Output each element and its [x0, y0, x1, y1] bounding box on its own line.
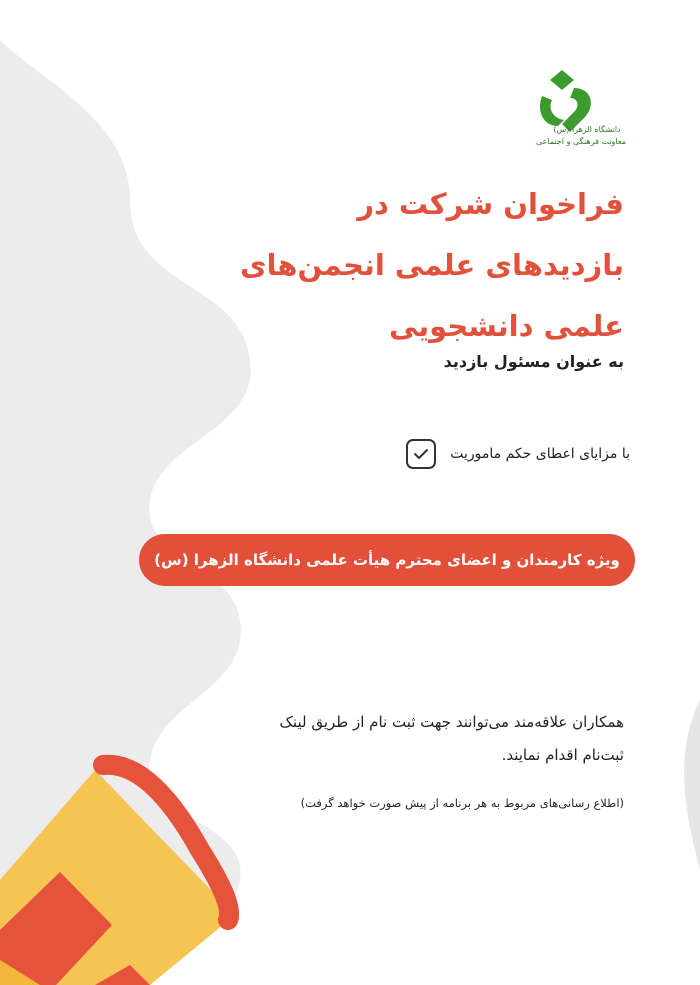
logo-line-department: معاونت فرهنگی و اجتماعی	[535, 137, 626, 146]
body-text	[164, 706, 624, 772]
audience-banner: ویژه کارمندان و اعضای محترم هیأت علمی دانشگاه الزهرا (س)	[139, 534, 635, 586]
title-line-2: بازدیدهای علمی انجمن‌های	[239, 248, 624, 282]
body-line-2: ثبت‌نام اقدام نمایند.	[501, 746, 624, 764]
title-line-1: فراخوان شرکت در	[357, 187, 624, 221]
subtitle: به عنوان مسئول بازدید	[443, 352, 624, 371]
checkbox-check-icon	[406, 439, 436, 469]
university-logo	[534, 66, 624, 164]
footnote: (اطلاع رسانی‌های مربوط به هر برنامه از پیش صورت خواهد گرفت)	[300, 796, 624, 810]
logo-caption	[535, 124, 626, 148]
university-logo-icon	[534, 66, 624, 164]
page-title	[144, 174, 624, 357]
benefit-label: با مزایای اعطای حکم ماموریت	[450, 446, 630, 462]
body-line-1: همکاران علاقه‌مند می‌توانند جهت ثبت نام از طریق لینک	[279, 713, 624, 731]
title-line-3: علمی دانشجویی	[388, 309, 624, 343]
logo-line-university: دانشگاه الزهرا (س)	[553, 125, 621, 134]
benefit-item	[406, 436, 630, 472]
